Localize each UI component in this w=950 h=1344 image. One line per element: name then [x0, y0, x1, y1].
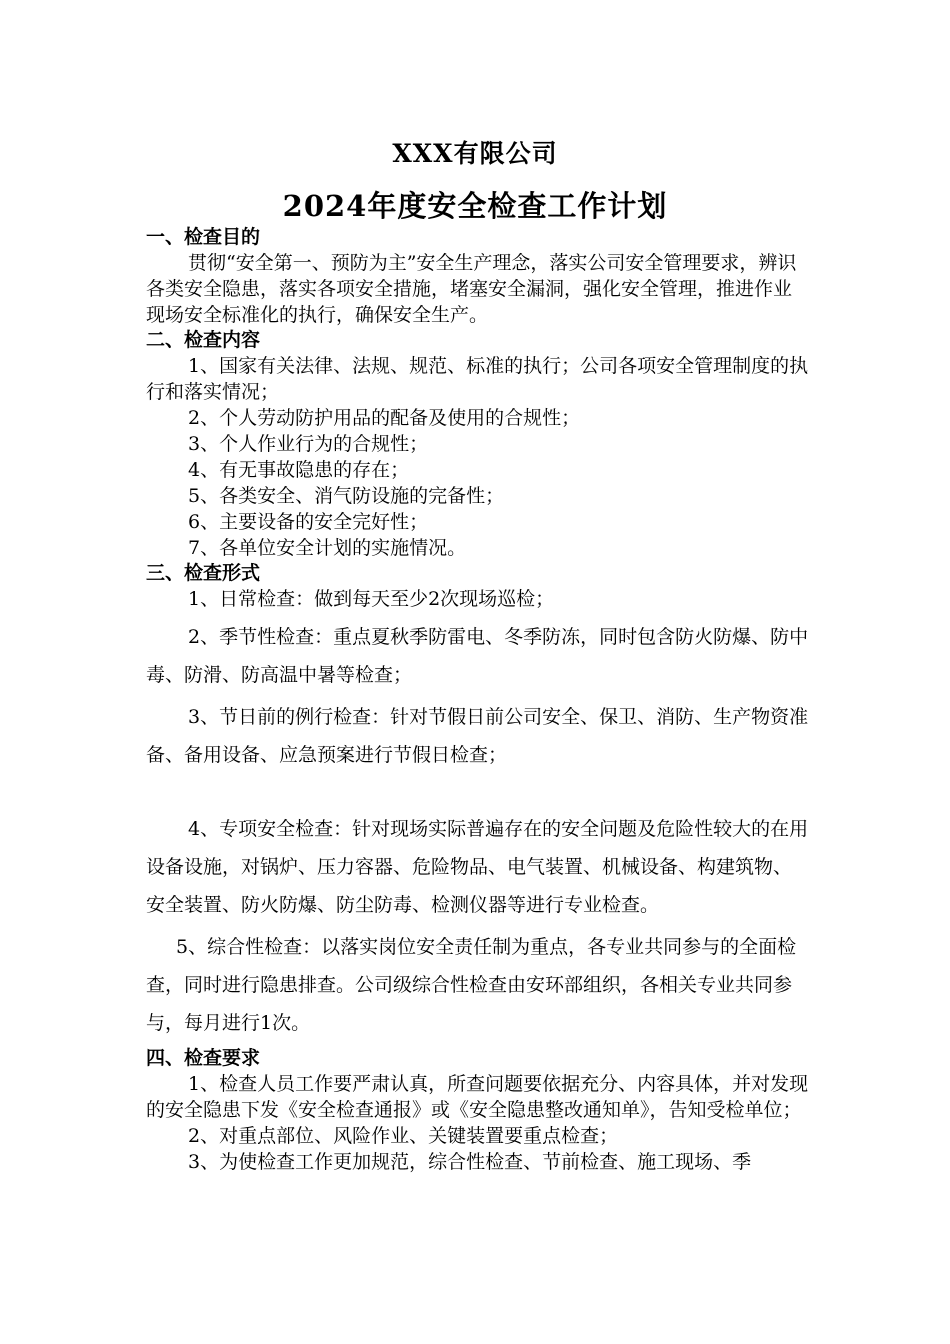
content-item: 4、有无事故隐患的存在； [188, 459, 410, 481]
form-item: 4、专项安全检查：针对现场实际普遍存在的安全问题及危险性较大的在用设备设施，对锅炉、压力容器、危险物品、电气装置、机械设备、构建筑物、安全装置、防火防爆、防尘防毒、检测仪器等进行专业检查。 [146, 818, 809, 916]
form-item: 3、节日前的例行检查：针对节假日前公司安全、保卫、消防、生产物资准备、备用设备、应急预案进行节假日检查； [146, 706, 809, 766]
section-heading-content: 二、检查内容 [146, 329, 261, 351]
section-heading-purpose: 一、检查目的 [146, 226, 261, 248]
section-heading-form: 三、检查形式 [146, 562, 261, 584]
document-body [146, 225, 810, 1175]
content-item: 3、个人作业行为的合规性； [188, 433, 429, 455]
requirement-item: 3、为使检查工作更加规范，综合性检查、节前检查、施工现场、季 [188, 1151, 752, 1173]
requirement-item: 1、检查人员工作要严肃认真，所查问题要依据充分、内容具体，并对发现的安全隐患下发《安全检查通报》或《安全隐患整改通知单》，告知受检单位； [146, 1073, 809, 1121]
requirement-item: 2、对重点部位、风险作业、关键装置要重点检查； [188, 1125, 619, 1147]
form-item: 5、综合性检查：以落实岗位安全责任制为重点，各专业共同参与的全面检查，同时进行隐患排查。公司级综合性检查由安环部组织，各相关专业共同参与，每月进行1次。 [146, 936, 797, 1034]
form-item: 2、季节性检查：重点夏秋季防雷电、冬季防冻，同时包含防火防爆、防中毒、防滑、防高温中暑等检查； [146, 626, 809, 686]
purpose-paragraph: 贯彻“安全第一、预防为主”安全生产理念，落实公司安全管理要求，辨识各类安全隐患，落实各项安全措施，堵塞安全漏洞，强化安全管理，推进作业现场安全标准化的执行，确保安全生产。 [146, 252, 797, 326]
content-item: 7、各单位安全计划的实施情况。 [188, 537, 467, 559]
section-heading-requirements: 四、检查要求 [146, 1047, 261, 1069]
company-name: XXX有限公司 [392, 139, 558, 168]
content-item: 1、国家有关法律、法规、规范、标准的执行；公司各项安全管理制度的执行和落实情况； [146, 355, 809, 403]
content-item: 2、个人劳动防护用品的配备及使用的合规性； [188, 407, 581, 429]
content-item: 6、主要设备的安全完好性； [188, 511, 429, 533]
document-title: 2024年度安全检查工作计划 [282, 189, 668, 223]
content-item: 5、各类安全、消气防设施的完备性； [188, 485, 505, 507]
form-item: 1、日常检查：做到每天至少2次现场巡检； [188, 588, 555, 610]
